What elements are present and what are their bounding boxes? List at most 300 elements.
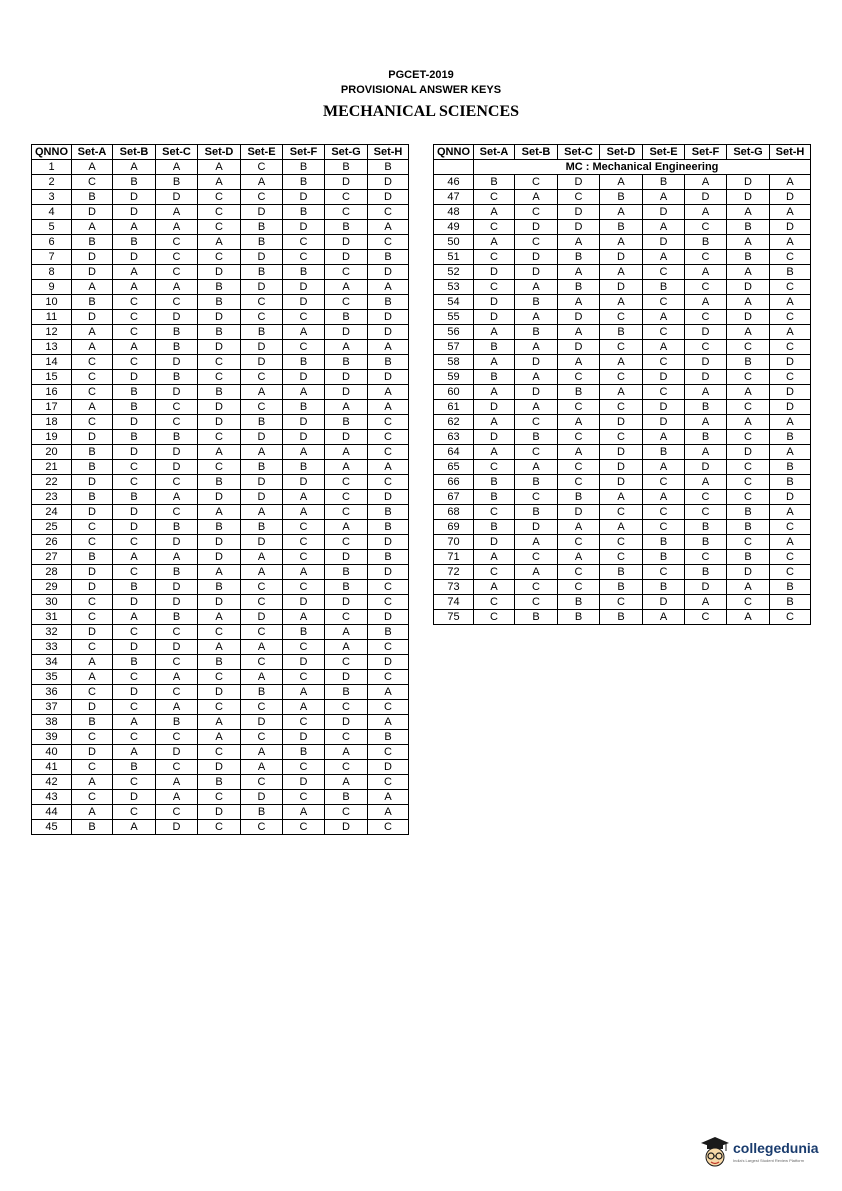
answer-cell: B: [474, 370, 515, 385]
answer-cell: D: [156, 445, 198, 460]
question-number-cell: 37: [32, 700, 72, 715]
question-number-cell: 25: [32, 520, 72, 535]
answer-cell: D: [72, 700, 113, 715]
answer-cell: C: [283, 580, 325, 595]
table-row: [434, 325, 811, 340]
answer-cell: A: [113, 820, 156, 835]
question-number-cell: 1: [32, 160, 72, 175]
answer-cell: A: [198, 235, 241, 250]
answer-cell: D: [727, 280, 770, 295]
question-number-cell: 58: [434, 355, 474, 370]
answer-cell: C: [113, 565, 156, 580]
answer-cell: B: [113, 235, 156, 250]
answer-cell: D: [198, 535, 241, 550]
table-row: [32, 400, 409, 415]
table-row: [434, 190, 811, 205]
table-row: [434, 265, 811, 280]
answer-cell: A: [643, 310, 685, 325]
table-row: [434, 490, 811, 505]
answer-cell: B: [113, 385, 156, 400]
answer-cell: A: [113, 610, 156, 625]
answer-cell: B: [325, 565, 368, 580]
answer-cell: B: [685, 400, 727, 415]
answer-cell: C: [325, 505, 368, 520]
answer-cell: D: [558, 340, 600, 355]
answer-cell: A: [325, 400, 368, 415]
answer-cell: D: [241, 250, 283, 265]
answer-cell: A: [72, 340, 113, 355]
answer-cell: D: [600, 280, 643, 295]
answer-cell: B: [558, 595, 600, 610]
answer-cell: C: [156, 265, 198, 280]
answer-cell: D: [643, 370, 685, 385]
answer-cell: A: [325, 340, 368, 355]
answer-cell: B: [770, 595, 811, 610]
answer-cell: A: [72, 400, 113, 415]
answer-cell: A: [72, 160, 113, 175]
table-row: [32, 805, 409, 820]
answer-cell: D: [368, 760, 409, 775]
answer-cell: C: [198, 625, 241, 640]
answer-cell: C: [515, 175, 558, 190]
answer-cell: C: [113, 670, 156, 685]
answer-cell: D: [241, 490, 283, 505]
answer-cell: B: [113, 400, 156, 415]
answer-cell: D: [770, 190, 811, 205]
answer-cell: D: [325, 550, 368, 565]
answer-cell: B: [72, 550, 113, 565]
answer-cell: D: [368, 310, 409, 325]
table-row: [434, 370, 811, 385]
answer-cell: A: [156, 160, 198, 175]
answer-cell: A: [113, 220, 156, 235]
answer-cell: D: [72, 250, 113, 265]
answer-cell: B: [72, 490, 113, 505]
answer-cell: C: [156, 730, 198, 745]
answer-cell: A: [368, 340, 409, 355]
answer-cell: A: [113, 715, 156, 730]
answer-cell: C: [241, 655, 283, 670]
answer-cell: B: [241, 220, 283, 235]
answer-cell: D: [113, 415, 156, 430]
answer-cell: C: [72, 355, 113, 370]
answer-cell: C: [368, 205, 409, 220]
answer-cell: D: [156, 820, 198, 835]
answer-cell: A: [685, 175, 727, 190]
table-row: [434, 415, 811, 430]
answer-cell: C: [558, 190, 600, 205]
table-row: [32, 700, 409, 715]
question-number-cell: 35: [32, 670, 72, 685]
answer-cell: C: [727, 430, 770, 445]
table-row: [32, 280, 409, 295]
answer-cell: C: [558, 475, 600, 490]
question-number-cell: 30: [32, 595, 72, 610]
table-row: [434, 235, 811, 250]
answer-cell: C: [600, 400, 643, 415]
answer-cell: B: [685, 520, 727, 535]
answer-cell: A: [474, 385, 515, 400]
answer-cell: C: [325, 475, 368, 490]
answer-cell: D: [368, 490, 409, 505]
answer-cell: C: [685, 490, 727, 505]
answer-cell: A: [515, 370, 558, 385]
table-row: [32, 595, 409, 610]
answer-cell: A: [685, 595, 727, 610]
answer-cell: D: [368, 325, 409, 340]
answer-cell: C: [600, 340, 643, 355]
answer-cell: A: [474, 235, 515, 250]
question-number-cell: 17: [32, 400, 72, 415]
answer-cell: D: [72, 565, 113, 580]
answer-cell: A: [685, 475, 727, 490]
question-number-cell: 73: [434, 580, 474, 595]
answer-cell: A: [685, 205, 727, 220]
answer-cell: D: [727, 565, 770, 580]
answer-cell: D: [283, 775, 325, 790]
table-row: [32, 820, 409, 835]
answer-cell: A: [156, 700, 198, 715]
table-row: [32, 670, 409, 685]
answer-cell: D: [283, 295, 325, 310]
table-row: [32, 565, 409, 580]
answer-cell: A: [283, 610, 325, 625]
answer-cell: C: [474, 460, 515, 475]
answer-cell: D: [600, 445, 643, 460]
section-empty-cell: [434, 160, 474, 175]
answer-cell: B: [643, 280, 685, 295]
answer-cell: A: [727, 610, 770, 625]
answer-cell: D: [558, 310, 600, 325]
answer-cell: A: [474, 355, 515, 370]
table-row: [32, 190, 409, 205]
answer-cell: B: [643, 445, 685, 460]
answer-cell: C: [558, 565, 600, 580]
answer-cell: D: [727, 445, 770, 460]
question-number-cell: 28: [32, 565, 72, 580]
answer-cell: A: [474, 580, 515, 595]
answer-cell: C: [643, 475, 685, 490]
answer-cell: A: [241, 550, 283, 565]
answer-cell: C: [685, 505, 727, 520]
answer-cell: C: [198, 790, 241, 805]
answer-cell: A: [368, 715, 409, 730]
question-number-cell: 66: [434, 475, 474, 490]
answer-cell: C: [241, 580, 283, 595]
answer-cell: A: [72, 805, 113, 820]
answer-cell: B: [325, 160, 368, 175]
answer-cell: C: [368, 745, 409, 760]
answer-cell: C: [72, 685, 113, 700]
answer-cell: C: [283, 340, 325, 355]
answer-cell: C: [72, 415, 113, 430]
table-row: [32, 340, 409, 355]
answer-cell: B: [198, 295, 241, 310]
answer-cell: A: [72, 655, 113, 670]
answer-cell: D: [72, 505, 113, 520]
column-header-set: Set-B: [515, 145, 558, 160]
answer-cell: C: [283, 535, 325, 550]
answer-cell: D: [515, 385, 558, 400]
answer-cell: C: [368, 820, 409, 835]
answer-cell: A: [325, 460, 368, 475]
column-header-set: Set-D: [198, 145, 241, 160]
answer-cell: A: [558, 415, 600, 430]
answer-cell: A: [685, 445, 727, 460]
answer-cell: A: [515, 310, 558, 325]
question-number-cell: 19: [32, 430, 72, 445]
answer-cell: C: [727, 400, 770, 415]
answer-cell: C: [241, 310, 283, 325]
answer-cell: A: [600, 175, 643, 190]
table-header-row: [32, 145, 409, 160]
answer-cell: A: [685, 385, 727, 400]
answer-cell: A: [600, 520, 643, 535]
answer-cell: C: [72, 610, 113, 625]
table-row: [434, 205, 811, 220]
answer-cell: A: [198, 730, 241, 745]
question-number-cell: 9: [32, 280, 72, 295]
table-row: [32, 235, 409, 250]
answer-cell: D: [156, 310, 198, 325]
question-number-cell: 34: [32, 655, 72, 670]
answer-cell: A: [156, 490, 198, 505]
answer-cell: A: [515, 460, 558, 475]
question-number-cell: 4: [32, 205, 72, 220]
answer-cell: D: [283, 370, 325, 385]
answer-cell: B: [198, 325, 241, 340]
answer-cell: D: [600, 475, 643, 490]
answer-cell: C: [727, 595, 770, 610]
answer-cell: B: [368, 160, 409, 175]
answer-cell: C: [474, 220, 515, 235]
answer-cell: D: [241, 790, 283, 805]
answer-cell: C: [368, 235, 409, 250]
answer-cell: C: [113, 460, 156, 475]
question-number-cell: 3: [32, 190, 72, 205]
answer-cell: D: [198, 490, 241, 505]
table-row: [434, 340, 811, 355]
answer-cell: D: [685, 325, 727, 340]
table-row: [434, 610, 811, 625]
answer-cell: B: [283, 265, 325, 280]
answer-cell: B: [156, 715, 198, 730]
answer-cell: D: [241, 355, 283, 370]
table-row: [32, 625, 409, 640]
answer-cell: D: [113, 640, 156, 655]
answer-cell: B: [325, 310, 368, 325]
answer-cell: A: [770, 205, 811, 220]
answer-cell: B: [727, 355, 770, 370]
answer-cell: C: [685, 250, 727, 265]
answer-cell: B: [474, 475, 515, 490]
answer-cell: C: [198, 430, 241, 445]
answer-cell: D: [770, 400, 811, 415]
answer-cell: A: [600, 355, 643, 370]
answer-cell: C: [72, 730, 113, 745]
answer-cell: D: [600, 460, 643, 475]
answer-cell: B: [283, 400, 325, 415]
answer-cell: C: [474, 595, 515, 610]
answer-cell: C: [558, 535, 600, 550]
answer-cell: C: [156, 250, 198, 265]
answer-cell: B: [156, 175, 198, 190]
answer-cell: A: [600, 295, 643, 310]
table-row: [32, 250, 409, 265]
answer-cell: C: [325, 205, 368, 220]
answer-cell: D: [72, 205, 113, 220]
answer-cell: B: [727, 550, 770, 565]
question-number-cell: 68: [434, 505, 474, 520]
answer-cell: B: [474, 175, 515, 190]
question-number-cell: 39: [32, 730, 72, 745]
question-number-cell: 71: [434, 550, 474, 565]
answer-cell: D: [72, 475, 113, 490]
question-number-cell: 63: [434, 430, 474, 445]
answer-cell: B: [600, 325, 643, 340]
answer-cell: C: [685, 310, 727, 325]
answer-cell: A: [283, 505, 325, 520]
answer-cell: D: [283, 220, 325, 235]
answer-cell: C: [72, 640, 113, 655]
answer-cell: D: [283, 415, 325, 430]
logo-wordmark: collegedunia: [733, 1140, 819, 1156]
answer-cell: C: [325, 535, 368, 550]
answer-cell: D: [600, 415, 643, 430]
answer-cell: A: [474, 325, 515, 340]
answer-cell: B: [198, 385, 241, 400]
answer-cell: D: [72, 310, 113, 325]
answer-cell: D: [325, 250, 368, 265]
table-row: [32, 640, 409, 655]
answer-cell: C: [241, 595, 283, 610]
answer-cell: C: [241, 700, 283, 715]
question-number-cell: 10: [32, 295, 72, 310]
column-header-set: Set-A: [72, 145, 113, 160]
answer-cell: B: [241, 805, 283, 820]
answer-cell: B: [283, 175, 325, 190]
answer-cell: B: [558, 280, 600, 295]
question-number-cell: 42: [32, 775, 72, 790]
question-number-cell: 56: [434, 325, 474, 340]
answer-cell: B: [558, 490, 600, 505]
answer-cell: A: [600, 235, 643, 250]
answer-cell: C: [558, 580, 600, 595]
answer-cell: A: [156, 220, 198, 235]
answer-cell: B: [515, 475, 558, 490]
answer-cell: A: [283, 565, 325, 580]
answer-cell: D: [72, 625, 113, 640]
answer-cell: A: [156, 280, 198, 295]
answer-cell: A: [558, 550, 600, 565]
answer-cell: C: [474, 505, 515, 520]
answer-cell: B: [241, 325, 283, 340]
table-row: [32, 205, 409, 220]
answer-cell: C: [156, 625, 198, 640]
answer-cell: D: [515, 520, 558, 535]
question-number-cell: 6: [32, 235, 72, 250]
question-number-cell: 65: [434, 460, 474, 475]
table-row: [32, 505, 409, 520]
answer-cell: B: [113, 490, 156, 505]
answer-cell: D: [113, 595, 156, 610]
answer-cell: A: [515, 565, 558, 580]
answer-cell: A: [474, 205, 515, 220]
answer-cell: A: [727, 580, 770, 595]
answer-cell: A: [72, 280, 113, 295]
answer-cell: A: [72, 775, 113, 790]
question-number-cell: 45: [32, 820, 72, 835]
answer-cell: A: [727, 415, 770, 430]
answer-cell: D: [198, 805, 241, 820]
answer-cell: A: [685, 265, 727, 280]
answer-cell: C: [515, 580, 558, 595]
answer-cell: C: [325, 295, 368, 310]
answer-cell: D: [558, 505, 600, 520]
table-row: [32, 325, 409, 340]
answer-cell: C: [770, 280, 811, 295]
answer-cell: D: [770, 220, 811, 235]
answer-cell: D: [727, 175, 770, 190]
answer-cell: C: [113, 325, 156, 340]
table-row: [434, 295, 811, 310]
answer-cell: D: [643, 595, 685, 610]
answer-cell: D: [113, 205, 156, 220]
answer-cell: B: [156, 610, 198, 625]
answer-cell: A: [515, 340, 558, 355]
answer-cell: D: [558, 205, 600, 220]
answer-cell: C: [368, 445, 409, 460]
answer-cell: D: [198, 595, 241, 610]
answer-cell: C: [72, 790, 113, 805]
answer-cell: C: [283, 310, 325, 325]
answer-cell: A: [198, 160, 241, 175]
answer-cell: B: [325, 790, 368, 805]
question-number-cell: 29: [32, 580, 72, 595]
answer-cell: B: [325, 580, 368, 595]
question-number-cell: 31: [32, 610, 72, 625]
answer-cell: C: [770, 550, 811, 565]
question-number-cell: 70: [434, 535, 474, 550]
answer-cell: B: [770, 475, 811, 490]
answer-cell: A: [283, 700, 325, 715]
answer-cell: A: [325, 280, 368, 295]
answer-cell: B: [72, 820, 113, 835]
answer-cell: C: [72, 175, 113, 190]
answer-cell: D: [558, 220, 600, 235]
answer-cell: B: [113, 430, 156, 445]
table-row: [32, 415, 409, 430]
answer-cell: D: [241, 475, 283, 490]
answer-cell: D: [283, 430, 325, 445]
answer-cell: C: [325, 610, 368, 625]
answer-cell: B: [474, 490, 515, 505]
table-row: [434, 445, 811, 460]
answer-cell: C: [600, 430, 643, 445]
answer-cell: C: [325, 700, 368, 715]
column-header-set: Set-F: [283, 145, 325, 160]
answer-cell: C: [283, 640, 325, 655]
answer-cell: A: [72, 325, 113, 340]
answer-cell: A: [600, 490, 643, 505]
table-row: [32, 535, 409, 550]
answer-cell: D: [72, 745, 113, 760]
column-header-set: Set-C: [156, 145, 198, 160]
answer-cell: C: [241, 625, 283, 640]
answer-cell: C: [72, 370, 113, 385]
subject-title: MECHANICAL SCIENCES: [322, 103, 520, 120]
answer-cell: D: [325, 670, 368, 685]
